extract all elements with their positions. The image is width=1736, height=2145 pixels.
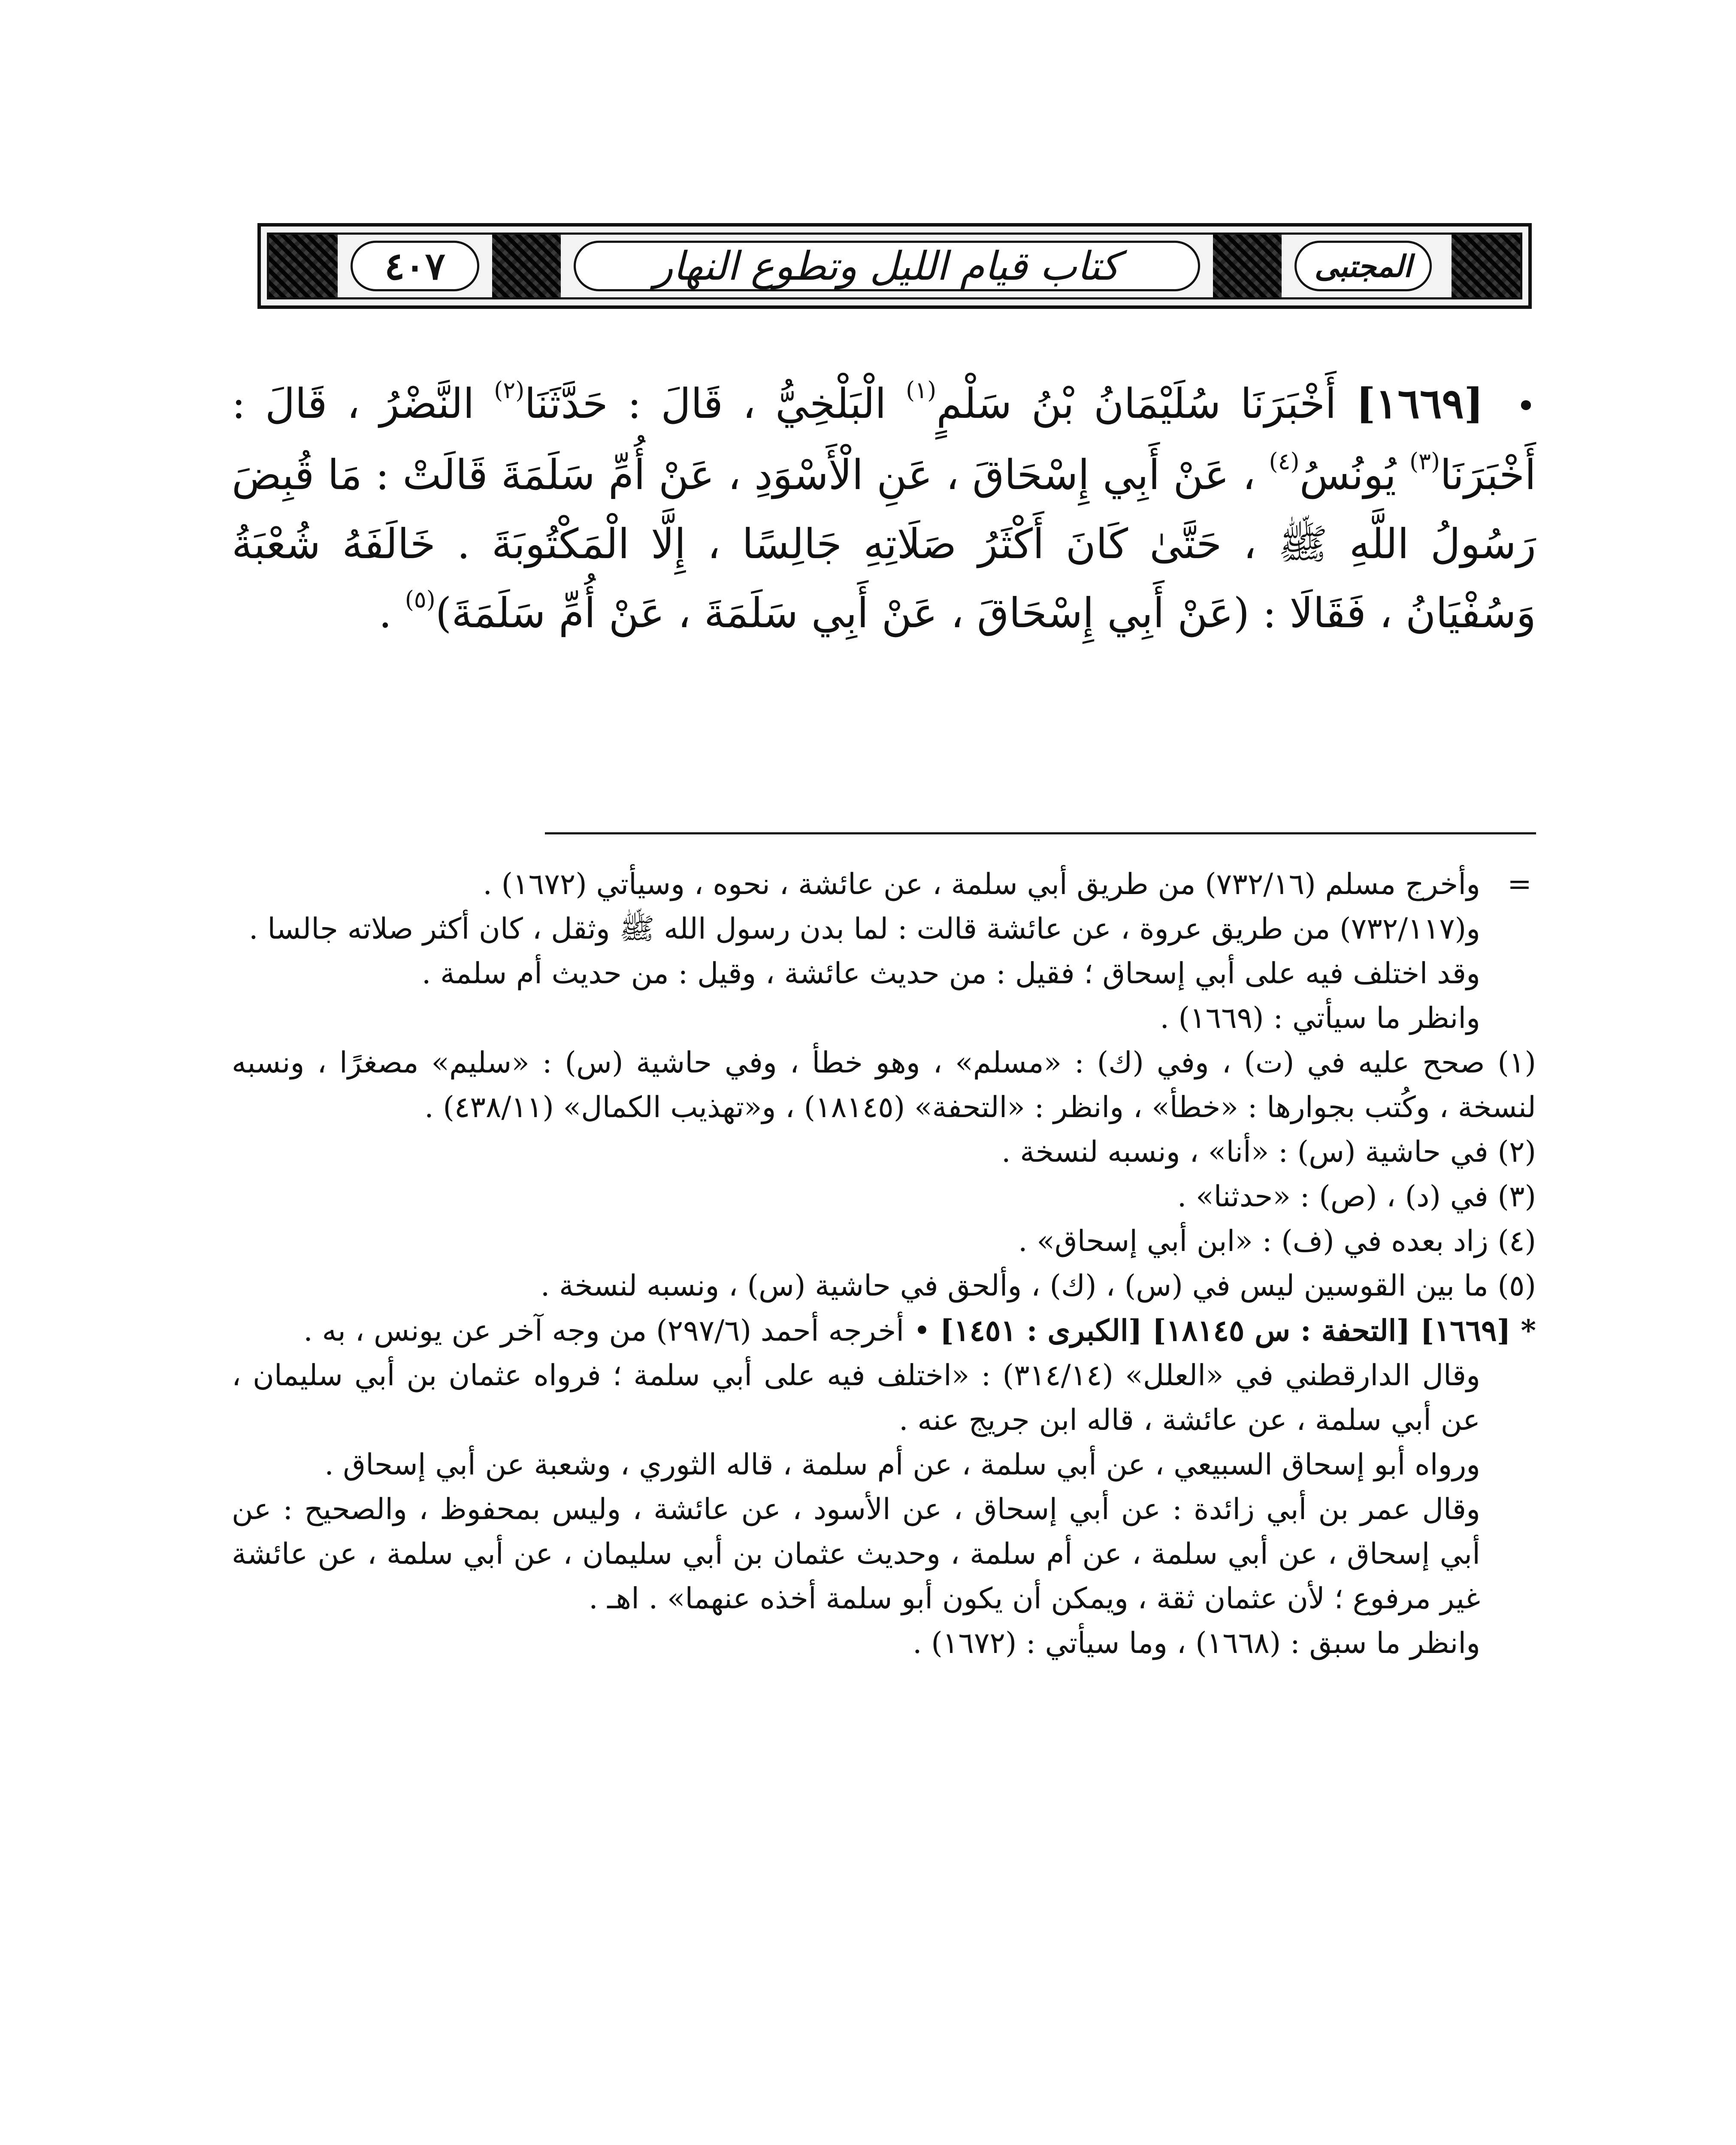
hadith-line: ، عَنْ أَبِي إِسْحَاقَ ، عَنِ الْأَسْوَدِ ، عَنْ أُمِّ سَلَمَةَ قَالَتْ :	[375, 451, 1256, 499]
takhrij-paragraph: وقال عمر بن أبي زائدة : عن أبي إسحاق ، عن الأسود ، عن عائشة ، وليس بمحفوظ ، والصحيح : عن أبي إسحاق ، عن أبي سلمة ، عن أم سلمة ، وحديث عثمان بن أبي سليمان ، عن أبي سلمة ، عن عائشة غير مرفوع ؛ لأن عثمان ثقة ، ويمكن أن يكون أبو سلمة أخذه عنهما» . اهـ .	[232, 1492, 1480, 1616]
footnote-4: (٤) زاد بعده في (ف) : «ابن أبي إسحاق» .	[1018, 1224, 1536, 1258]
takhrij-paragraph: ورواه أبو إسحاق السبيعي ، عن أبي سلمة ، عن أم سلمة ، قاله الثوري ، وشعبة عن أبي إسحاق .	[324, 1448, 1480, 1482]
hadith-line: النَّضْرُ ، قَالَ :	[232, 380, 475, 428]
takhrij-paragraph: وانظر ما سبق : (١٦٦٨) ، وما سيأتي : (١٦٧٢) .	[913, 1626, 1480, 1660]
footnote-ref: (٣)	[1409, 448, 1440, 475]
hadith-line: الْبَلْخِيُّ ، قَالَ : حَدَّثَنَا	[524, 380, 886, 428]
bullet-icon: •	[1515, 386, 1536, 426]
note-continuation: و(٧٣٢/١١٧) من طريق عروة ، عن عائشة قالت : لما بدن رسول الله ﷺ وثقل ، كان أكثر صلاته جالسا .	[248, 912, 1480, 946]
footnote-ref: (٤)	[1269, 448, 1300, 475]
hadith-line: أَخْبَرَنَا سُلَيْمَانُ بْنُ سَلْمٍ	[936, 380, 1337, 428]
hadith-line: يُونُسُ	[1299, 451, 1397, 499]
note-continuation: =وأخرج مسلم (٧٣٢/١٦) من طريق أبي سلمة ، عن عائشة ، نحوه ، وسيأتي (١٦٧٢) .	[232, 862, 1536, 907]
takhrij-reference: * [١٦٦٩] [التحفة : س ١٨١٤٥] [الكبرى : ١٤٥١]	[940, 1314, 1536, 1348]
footnote-ref: (١)	[906, 377, 937, 404]
takhrij-text: • أخرجه أحمد (٢٩٧/٦) من وجه آخر عن يونس ، به .	[303, 1314, 931, 1348]
page-header-banner	[257, 223, 1532, 309]
footnote-ref: (٢)	[494, 377, 525, 404]
takhrij-paragraph: وقال الدارقطني في «العلل» (٣١٤/١٤) : «اختلف فيه على أبي سلمة ؛ فرواه عثمان بن أبي سليمان ، عن أبي سلمة ، عن عائشة ، قاله ابن جريج عنه .	[232, 1359, 1480, 1437]
page-number: ٤٠٧	[384, 244, 445, 288]
note-continuation: وقد اختلف فيه على أبي إسحاق ؛ فقيل : من حديث عائشة ، وقيل : من حديث أم سلمة .	[421, 957, 1480, 991]
footnote-5: (٥) ما بين القوسين ليس في (س) ، (ك) ، وألحق في حاشية (س) ، ونسبه لنسخة .	[540, 1269, 1536, 1303]
hadith-paragraph	[232, 369, 1536, 648]
footnote-3: (٣) في (د) ، (ص) : «حدثنا» .	[1177, 1180, 1536, 1214]
footnote-1: (١) صحح عليه في (ت) ، وفي (ك) : «مسلم» ، وهو خطأ ، وفي حاشية (س) : «سليم» مصغرًا ، ونسبه لنسخة ، وكُتب بجوارها : «خطأ» ، وانظر : «التحفة» (١٨١٤٥) ، و«تهذيب الكمال» (٤٣٨/١١) .	[232, 1046, 1536, 1124]
hadith-line: وَسُفْيَانُ ، فَقَالَا : (عَنْ أَبِي إِسْحَاقَ ، عَنْ أَبِي سَلَمَةَ ، عَنْ أُمِّ سَلَمَةَ)	[435, 589, 1536, 637]
ornament-mid-right	[1213, 235, 1282, 297]
book-title: كتاب قيام الليل وتطوع النهار	[654, 243, 1120, 289]
footnote-ref: (٥)	[405, 586, 436, 613]
footnote-divider	[545, 832, 1536, 834]
logo-cartouche	[1294, 241, 1432, 291]
continuation-mark: =	[1507, 867, 1532, 901]
book-logo: المجتبى	[1314, 248, 1412, 284]
takhrij-head	[232, 1308, 1536, 1353]
page-number-cartouche	[351, 241, 479, 291]
ornament-mid-left	[492, 235, 561, 297]
footnotes-section	[232, 862, 1536, 1666]
ornament-right	[1452, 235, 1520, 297]
header-frame	[267, 233, 1522, 299]
footnote-2: (٢) في حاشية (س) : «أنا» ، ونسبه لنسخة .	[1001, 1135, 1536, 1169]
hadith-number: [١٦٦٩]	[1356, 379, 1484, 428]
ornament-left	[269, 235, 338, 297]
hadith-line: أَخْبَرَنَا	[1440, 451, 1536, 499]
title-cartouche	[574, 241, 1200, 291]
hadith-line: مَا قُبِضَ رَسُولُ اللَّهِ ﷺ ، حَتَّىٰ كَانَ أَكْثَرُ صَلَاتِهِ جَالِسًا ، إِلَّا الْمَكْتُوبَةَ . خَالَفَهُ شُعْبَةُ	[232, 451, 1536, 568]
note-continuation: وانظر ما سيأتي : (١٦٦٩) .	[1160, 1001, 1480, 1035]
hadith-text	[232, 369, 1536, 648]
hadith-line: .	[378, 589, 392, 637]
